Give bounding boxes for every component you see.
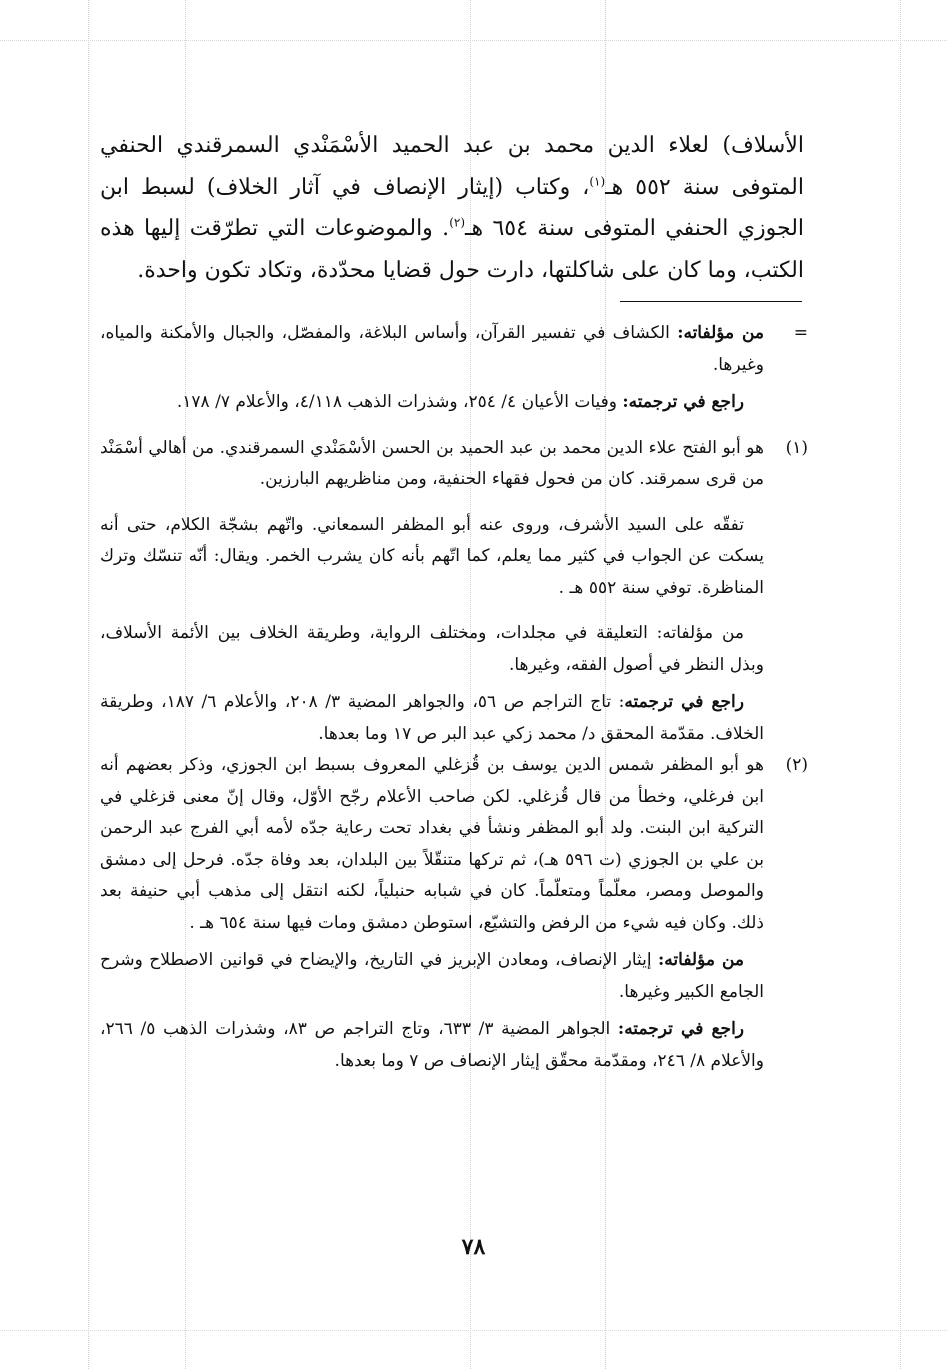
footnote-works [100,945,764,1008]
body-paragraph [100,125,804,291]
scan-line [900,0,901,1369]
footnote-separator [620,301,802,302]
footnote-works [100,318,764,381]
refs-label: راجع في ترجمته: [617,1019,744,1039]
footnote-continued [100,318,808,419]
footnote-works: من مؤلفاته: التعليقة في مجلدات، ومختلف الرواية، وطريقة الخلاف بين الأئمة الأسلاف، وبذل النظر في أصول الفقه، وغيرها. [100,623,764,675]
footnote-refs [100,1014,764,1077]
footnote-marker: (٢) [785,755,808,775]
footnotes [100,318,808,1077]
footnote-ref-2[interactable]: (٢) [449,215,466,230]
refs-text: وفيات الأعيان ٤/ ٢٥٤، وشذرات الذهب ٤/١١٨، والأعلام ٧/ ١٧٨. [176,392,623,412]
page-number: ٧٨ [461,1234,486,1260]
footnote-refs [100,687,764,750]
refs-text: الجواهر المضية ٣/ ٦٣٣، وتاج التراجم ص ٨٣، وشذرات الذهب ٥/ ٢٦٦، والأعلام ٨/ ٢٤٦، ومقدّمة محقّق إيثار الإنصاف ص ٧ وما بعدها. [100,1019,764,1071]
footnote-bio: هو أبو الفتح علاء الدين محمد بن عبد الحميد بن الحسن الأسْمَنْدي السمرقندي. من أهالي أسْمَنْد من قرى سمرقند. كان من فحول فقهاء الحنفية، ومن مناظريهم البارزين. [100,437,764,489]
works-label: من مؤلفاته: [677,323,765,343]
refs-label: راجع في ترجمته: [622,392,744,412]
works-label: من مؤلفاته: [658,950,745,970]
footnote-ref-1[interactable]: (١) [589,174,606,189]
footnote-2 [100,750,808,1077]
refs-label: راجع في ترجمته [624,692,744,712]
body-segment: . والموضوعات التي تطرّقت إليها هذه الكتب، وما كان على شاكلتها، دارت حول قضايا محدّدة، وتكاد تكون واحدة. [100,216,804,283]
works-text: إيثار الإنصاف، ومعادن الإبريز في التاريخ، والإيضاح في قوانين الاصطلاح وشرح الجامع الكبير وغيرها. [100,950,764,1002]
footnote-marker: (١) [785,437,808,458]
scan-line [88,0,89,1369]
body-text [100,125,804,291]
continuation-marker: = [793,323,808,343]
footnote-1 [100,433,808,751]
scan-line [0,1330,947,1331]
footnote-bio: هو أبو المظفر شمس الدين يوسف بن قُزغلي المعروف بسبط ابن الجوزي، وذكر بعضهم أنه ابن فرغلي، وخطأ من قال قُزغلي. لكن صاحب الأعلام رجّح الأوّل، وقال إنّ معنى قزغلي في التركية ابن البنت. ولد أبو المظفر ونشأ في بغداد تحت رعاية جدّه لأمه أبي الفرج عبد الرحمن بن علي بن الجوزي (ت ٥٩٦ هـ)، ثم تركها متنقّلاً بين البلدان، بعد وفاة جدّه. فرحل إلى دمشق والموصل ومصر، معلّماً ومتعلّماً. كان في شبابه حنبلياً، لكنه انتقل إلى مذهب أبي حنيفة بعد ذلك. وكان فيه شيء من الرفض والتشيّع، استوطن دمشق ومات فيها سنة ٦٥٤ هـ . [100,755,764,933]
footnote-refs [100,387,764,419]
scan-line [0,40,947,41]
body-segment: ، وكتاب (إيثار الإنصاف في آثار الخلاف) لسبط ابن الجوزي الحنفي المتوفى سنة ٦٥٤ هـ [100,174,805,241]
body-segment: الأسلاف) لعلاء الدين محمد بن عبد الحميد الأسْمَنْدي السمرقندي الحنفي المتوفى سنة ٥٥٢ هـ [100,133,804,200]
refs-text: : تاج التراجم ص ٥٦، والجواهر المضية ٣/ ٢٠٨، والأعلام ٦/ ١٨٧، وطريقة الخلاف. مقدّمة المحقق د/ محمد زكي عبد البر ص ١٧ وما بعدها. [100,692,764,744]
footnote-bio: تفقّه على السيد الأشرف، وروى عنه أبو المظفر السمعاني. واتّهم بشجّة الكلام، حتى أنه يسكت عن الجواب في كثير مما يعلم، كما اتّهم بأنه كان يشرب الخمر. ويقال: أنّه تنسّك وترك المناظرة. توفي سنة ٥٥٢ هـ . [100,514,764,598]
works-text: الكشاف في تفسير القرآن، وأساس البلاغة، والمفصّل، والجبال والأمكنة والمياه، وغيرها. [100,323,764,375]
